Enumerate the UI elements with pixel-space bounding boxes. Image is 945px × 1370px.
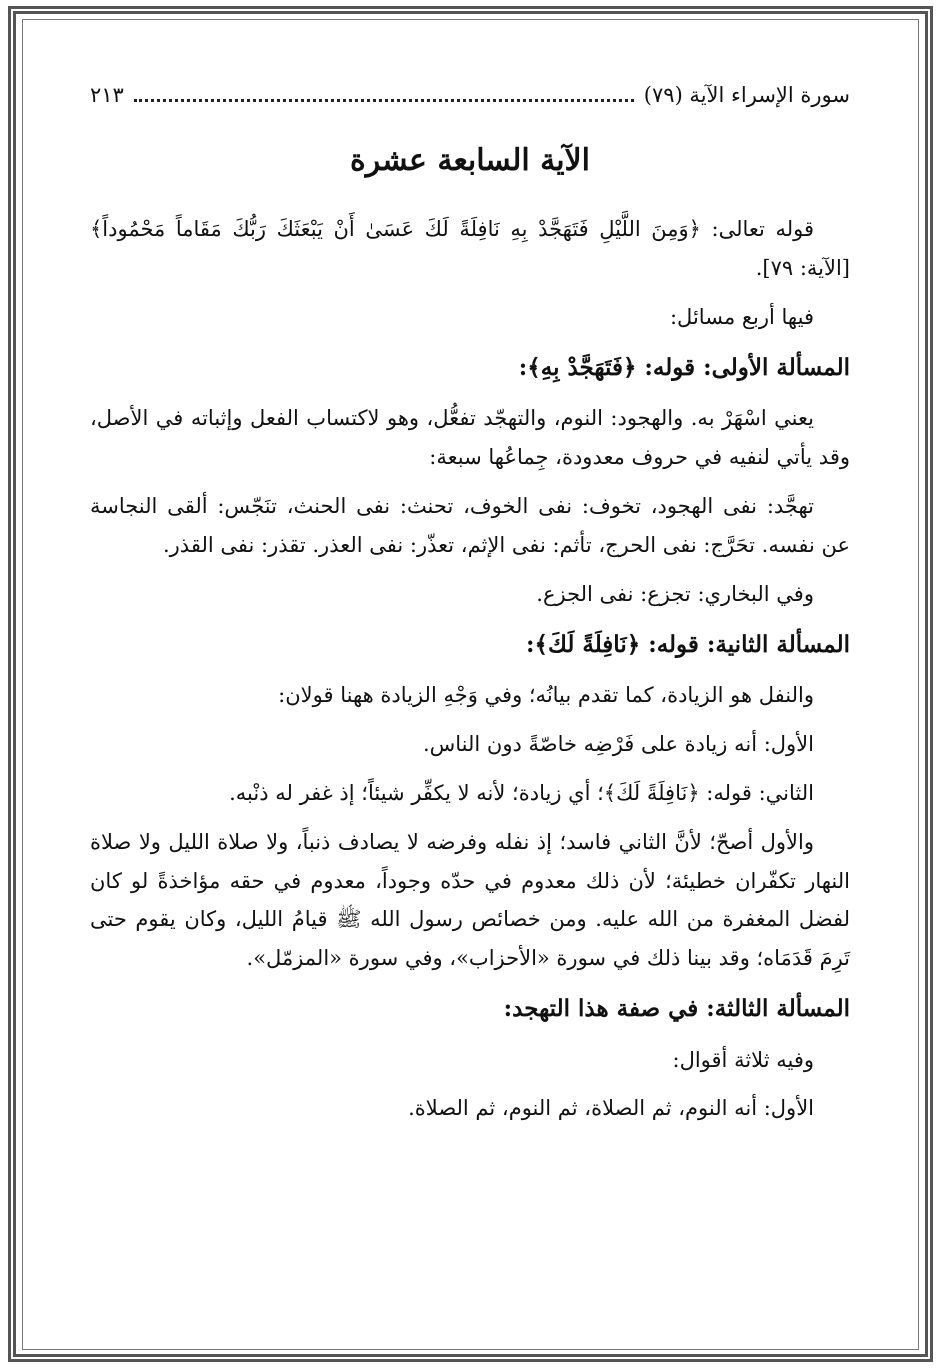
running-header — [90, 76, 850, 115]
issue-2-paragraph-3: الثاني: قوله: ﴿نَافِلَةً لَكَ﴾؛ أي زيادة؛ لأنه لا يكفِّر شيئاً؛ إذ غفر له ذنْبه. — [229, 780, 814, 805]
issue-1-paragraph-2: تهجَّد: نفى الهجود، تخوف: نفى الخوف، تحنث: نفى الحنث، تنَجّس: ألقى النجاسة عن نفسه. تحَرَّج: نفى الحرج، تأثم: نفى الإثم، تعذّر: نفى العذر. تقذر: نفى القذر. — [90, 494, 850, 557]
surah-reference: سورة الإسراء الآية (٧٩) — [643, 83, 850, 107]
issue-2-heading: المسألة الثانية: قوله: ﴿نَافِلَةً لَكَ﴾: — [526, 630, 850, 658]
issue-1-paragraph-1: يعني اسْهَرْ به. والهجود: النوم، والتهجّد تفعُّل، وهو لاكتساب الفعل وإثباته في الأصل، وقد يأتي لنفيه في حروف معدودة، جِماعُها سبعة: — [90, 406, 850, 470]
header-dot-leader — [134, 99, 634, 102]
issue-1-paragraph-3: وفي البخاري: تجزع: نفى الجزع. — [536, 581, 814, 606]
page-body — [90, 70, 850, 1138]
issue-2-paragraph-1: والنفل هو الزيادة، كما تقدم بيانُه؛ وفي وَجْهِ الزيادة ههنا قولان: — [278, 683, 814, 708]
page-number: ٢١٣ — [90, 83, 124, 107]
issue-3-paragraph-1: وفيه ثلاثة أقوال: — [672, 1047, 814, 1072]
issue-3-paragraph-2: الأول: أنه النوم، ثم الصلاة، ثم النوم، ثم الصلاة. — [408, 1096, 814, 1121]
issue-2-paragraph-4: والأول أصحّ؛ لأنَّ الثاني فاسد؛ إذ نفله وفرضه لا يصادف ذنباً، ولا صلاة الليل ولا صلاة النهار تكفّران خطيئة؛ لأن ذلك معدوم في حدّه وجوداً، معدوم في حقه مؤاخذةً لو كان لفضل المغفرة من الله عليه. ومن خصائص رسول الله ﷺ قيامُ الليل، وكان يقوم حتى تَرِمَ قَدَمَاه؛ وقد بينا ذلك في سورة «الأحزاب»، وفي سورة «المزمّل». — [90, 829, 850, 971]
issue-2-paragraph-2: الأول: أنه زيادة على فَرْضِه خاصّةً دون الناس. — [422, 732, 814, 757]
page-title: الآية السابعة عشرة — [350, 142, 590, 178]
issues-count: فيها أربع مسائل: — [669, 305, 814, 330]
verse-paragraph: قوله تعالى: ﴿وَمِنَ اللَّيْلِ فَتَهَجَّدْ بِهِ نَافِلَةً لَكَ عَسَىٰ أَنْ يَبْعَثَكَ رَبُّكَ مَقَاماً مَحْمُوداً﴾ [الآية: ٧٩]. — [90, 217, 850, 281]
issue-3-heading: المسألة الثالثة: في صفة هذا التهجد: — [503, 995, 850, 1023]
issue-1-heading: المسألة الأولى: قوله: ﴿فَتَهَجَّدْ بِهِ﴾: — [518, 353, 850, 381]
